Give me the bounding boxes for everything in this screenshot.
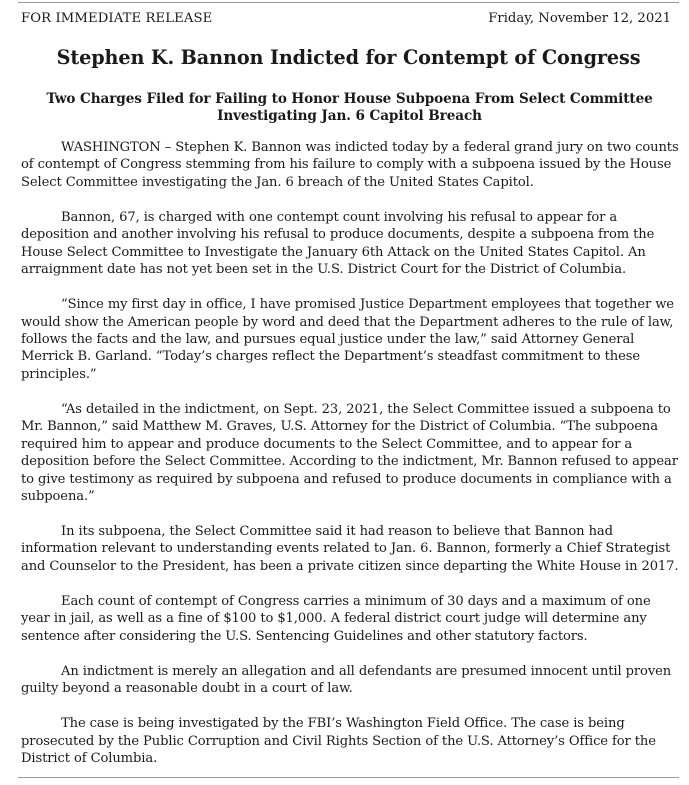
top-divider [18,2,679,3]
paragraph-7: An indictment is merely an allegation and all defendants are presumed innocent until proven guilty beyond a reasonable doubt in a court of law. [21,663,672,697]
paragraph-4: “As detailed in the indictment, on Sept. 23, 2021, the Select Committee issued a subpoena to Mr. Bannon,” said Matthew M. Graves, U.S. Attorney for the District of Columbia. “The subpoena required him to appear and produce documents to the Select Committee, and to appear for a deposition before the Select Committee. According to the indictment, Mr. Bannon refused to appear to give testimony as required by subpoena and refused to produce documents in compliance with a subpoena.” [21,401,678,504]
release-date: Friday, November 12, 2021 [488,11,671,26]
page-title: Stephen K. Bannon Indicted for Contempt of Congress [56,46,641,69]
paragraph-6: Each count of contempt of Congress carries a minimum of 30 days and a maximum of one year in jail, as well as a fine of $100 to $1,000. A federal district court judge will determine any sentence after considering the U.S. Sentencing Guidelines and other statutory factors. [21,593,651,644]
paragraph-8: The case is being investigated by the FBI’s Washington Field Office. The case is being prosecuted by the Public Corruption and Civil Rights Section of the U.S. Attorney’s Office for the District of Columbia. [21,716,656,767]
paragraph-2: Bannon, 67, is charged with one contempt count involving his refusal to appear for a deposition and another involving his refusal to produce documents, despite a subpoena from the House Select Committee to Investigate the January 6th Attack on the United States Capitol. An arraignment date has not yet been set in the U.S. District Court for the District of Columbia. [21,209,655,278]
bottom-divider [18,777,679,778]
paragraph-5: In its subpoena, the Select Committee said it had reason to believe that Bannon had information relevant to understanding events related to Jan. 6. Bannon, formerly a Chief Strategist and Counselor to the President, has been a private citizen since departing the White House in 2017. [21,524,679,574]
release-label: FOR IMMEDIATE RELEASE [21,11,213,26]
paragraph-1: WASHINGTON – Stephen K. Bannon was indicted today by a federal grand jury on two counts of contempt of Congress stemming from his failure to comply with a subpoena issued by the House Select Committee investigating the Jan. 6 breach of the United States Capitol. [21,140,679,190]
release-header [21,9,677,29]
paragraph-3: “Since my first day in office, I have promised Justice Department employees that together we would show the American people by word and deed that the Department adheres to the rule of law, follows the facts and the law, and pursues equal justice under the law,” said Attorney General Merrick B. Garland. “Today’s charges reflect the Department’s steadfast commitment to these principles.” [21,297,674,382]
article-body [21,139,681,785]
subheadline: Two Charges Filed for Failing to Honor House Subpoena From Select Committee Investigating Jan. 6 Capitol Breach [46,91,653,124]
